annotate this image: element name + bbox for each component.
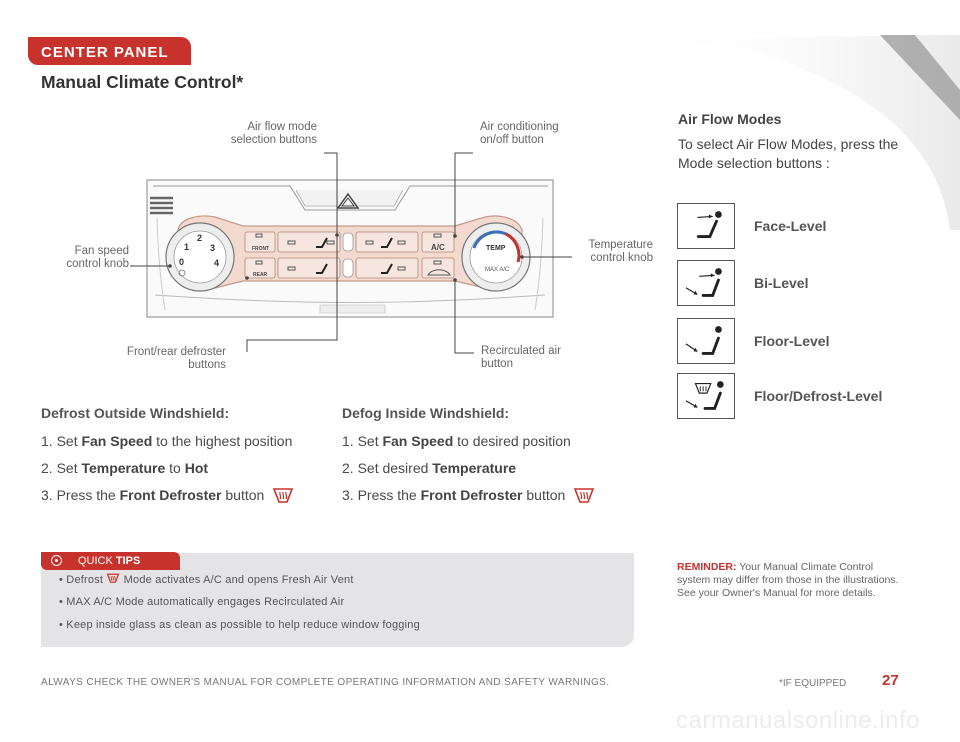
decorative-swoosh xyxy=(630,30,960,230)
defog-step-3: 3. Press the Front Defroster button xyxy=(342,487,632,514)
mode-row-floor-defrost xyxy=(677,373,937,419)
air-flow-modes-description: To select Air Flow Modes, press the Mode selection buttons : xyxy=(678,136,899,171)
mode-face-button xyxy=(278,232,340,252)
defog-step-2: 2. Set desired Temperature xyxy=(342,460,517,476)
mode-label-floor-level: Floor-Level xyxy=(754,333,830,349)
quick-tips-tab: QUICK TIPS xyxy=(41,552,180,570)
callout-fan-speed: Fan speed control knob xyxy=(66,245,129,270)
face-level-icon xyxy=(677,203,735,249)
page-title: Manual Climate Control* xyxy=(41,72,244,92)
defog-inside-title: Defog Inside Windshield: xyxy=(342,405,510,421)
page-number: 27 xyxy=(882,672,899,689)
defrost-outside-title: Defrost Outside Windshield: xyxy=(41,405,230,421)
reminder-note: REMINDER: Your Manual Climate Control system may differ from those in the illustrations. See your Owner's Manual for more details. xyxy=(677,561,899,599)
climate-panel-figure xyxy=(0,110,660,380)
front-defroster-icon xyxy=(272,487,294,505)
fan-tick-4: 4 xyxy=(214,258,220,268)
fan-tick-2: 2 xyxy=(197,233,203,243)
defrost-outside-section xyxy=(41,405,331,514)
temp-label: TEMP xyxy=(486,245,506,252)
mode-floor-defrost-button xyxy=(278,258,340,278)
section-tab: CENTER PANEL xyxy=(28,37,191,65)
front-label: FRONT xyxy=(252,246,270,252)
callout-recirculated: Recirculated air button xyxy=(481,345,561,370)
mode-row-bi-level xyxy=(677,260,937,306)
mode-label-bi-level: Bi-Level xyxy=(754,275,809,291)
ac-label: A/C xyxy=(431,243,445,252)
fan-tick-0: 0 xyxy=(179,257,185,267)
fan-tick-3: 3 xyxy=(210,243,216,253)
floor-level-icon xyxy=(677,318,735,364)
watermark: carmanualsonline.info xyxy=(676,707,920,734)
mode-floor-button xyxy=(356,258,418,278)
mode-row-face-level xyxy=(677,203,937,249)
defrost-step-1: 1. Set Fan Speed to the highest position xyxy=(41,433,293,449)
quick-tips-icon xyxy=(51,555,62,566)
mode-bilevel-button xyxy=(356,232,418,252)
bi-level-icon xyxy=(677,260,735,306)
front-defroster-icon xyxy=(573,487,595,505)
defrost-step-3: 3. Press the Front Defroster button xyxy=(41,487,331,514)
tip-item: • Keep inside glass as clean as possible to help reduce window fogging xyxy=(59,619,420,631)
tip-item: • Defrost Mode activates A/C and opens Fresh Air Vent xyxy=(59,574,354,586)
air-flow-modes-title: Air Flow Modes xyxy=(678,111,782,127)
defrost-icon xyxy=(106,573,120,584)
defrost-step-2: 2. Set Temperature to Hot xyxy=(41,460,209,476)
defog-step-1: 1. Set Fan Speed to desired position xyxy=(342,433,571,449)
callout-front-rear-defroster: Front/rear defroster buttons xyxy=(126,346,226,371)
rear-label: REAR xyxy=(253,272,268,278)
callout-temperature: Temperature control knob xyxy=(588,239,653,264)
callout-air-conditioning: Air conditioning on/off button xyxy=(480,121,559,146)
max-ac-label: MAX A/C xyxy=(485,267,510,273)
footer-warning: ALWAYS CHECK THE OWNER'S MANUAL FOR COMPLETE OPERATING INFORMATION AND SAFETY WARNINGS. xyxy=(41,677,610,688)
mode-label-face-level: Face-Level xyxy=(754,218,827,234)
fan-tick-1: 1 xyxy=(184,242,190,252)
if-equipped-note: *IF EQUIPPED xyxy=(779,678,847,689)
mode-label-floor-defrost: Floor/Defrost-Level xyxy=(754,388,883,404)
mode-row-floor-level xyxy=(677,318,937,364)
tip-item: • MAX A/C Mode automatically engages Recirculated Air xyxy=(59,596,345,608)
floor-defrost-icon xyxy=(677,373,735,419)
defog-inside-section xyxy=(342,405,632,514)
callout-air-flow-mode: Air flow mode selection buttons xyxy=(230,121,317,146)
